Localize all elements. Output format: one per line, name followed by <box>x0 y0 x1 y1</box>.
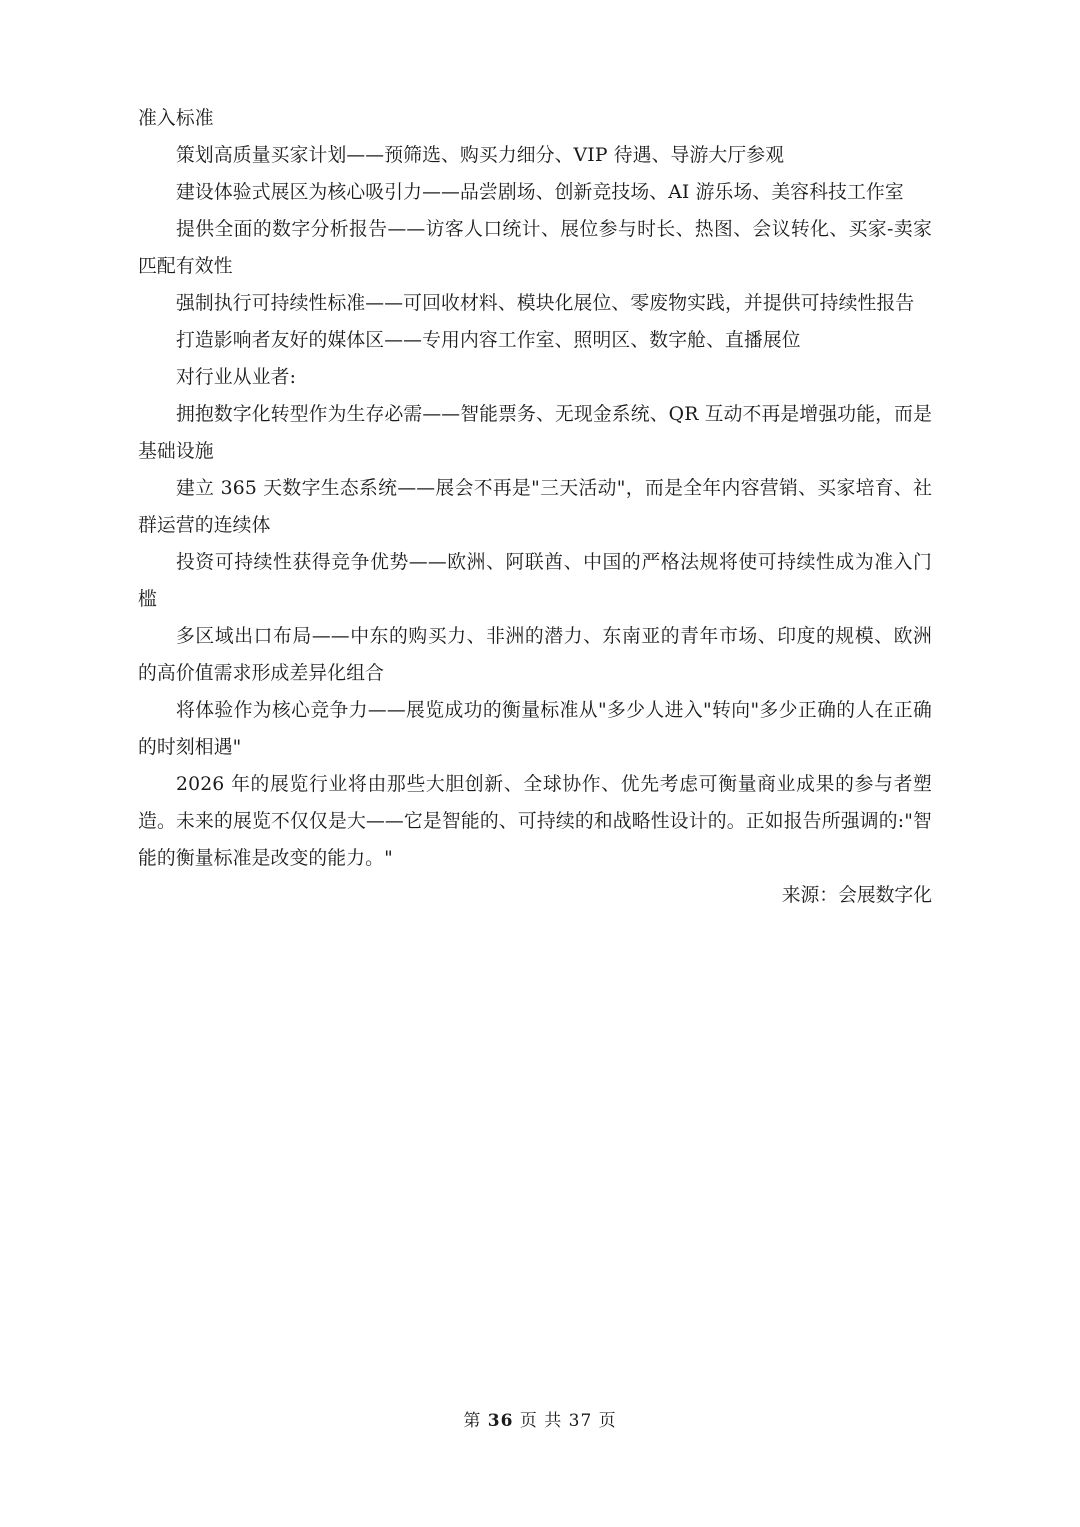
page-suffix: 页 <box>598 1411 617 1431</box>
current-page-number: 36 <box>487 1411 514 1431</box>
paragraph: 投资可持续性获得竞争优势——欧洲、阿联酋、中国的严格法规将使可持续性成为准入门槛 <box>138 552 932 610</box>
page-middle: 页 共 <box>519 1411 563 1431</box>
paragraph: 建设体验式展区为核心吸引力——品尝剧场、创新竞技场、AI 游乐场、美容科技工作室 <box>176 182 904 203</box>
paragraph: 拥抱数字化转型作为生存必需——智能票务、无现金系统、QR 互动不再是增强功能，而是基础设施 <box>138 404 932 462</box>
paragraph: 策划高质量买家计划——预筛选、购买力细分、VIP 待遇、导游大厅参观 <box>176 145 785 166</box>
paragraph: 打造影响者友好的媒体区——专用内容工作室、照明区、数字舱、直播展位 <box>176 330 801 351</box>
document-body <box>138 100 932 914</box>
page-prefix: 第 <box>463 1411 482 1431</box>
paragraph: 多区域出口布局——中东的购买力、非洲的潜力、东南亚的青年市场、印度的规模、欧洲的高价值需求形成差异化组合 <box>138 626 932 684</box>
paragraph: 建立 365 天数字生态系统——展会不再是"三天活动"，而是全年内容营销、买家培育、社群运营的连续体 <box>138 478 932 536</box>
paragraph: 提供全面的数字分析报告——访客人口统计、展位参与时长、热图、会议转化、买家-卖家匹配有效性 <box>138 219 932 277</box>
paragraph: 将体验作为核心竞争力——展览成功的衡量标准从"多少人进入"转向"多少正确的人在正确的时刻相遇" <box>138 700 932 758</box>
page-footer <box>0 1408 1080 1434</box>
conclusion-paragraph: 2026 年的展览行业将由那些大胆创新、全球协作、优先考虑可衡量商业成果的参与者塑造。未来的展览不仅仅是大——它是智能的、可持续的和战略性设计的。正如报告所强调的:"智能的衡量标准是改变的能力。" <box>138 774 932 869</box>
source-attribution: 来源：会展数字化 <box>781 885 932 906</box>
total-pages-number: 37 <box>568 1411 593 1431</box>
section-heading: 对行业从业者: <box>176 367 297 388</box>
paragraph: 强制执行可持续性标准——可回收材料、模块化展位、零废物实践，并提供可持续性报告 <box>176 293 915 314</box>
paragraph: 准入标准 <box>138 108 214 129</box>
